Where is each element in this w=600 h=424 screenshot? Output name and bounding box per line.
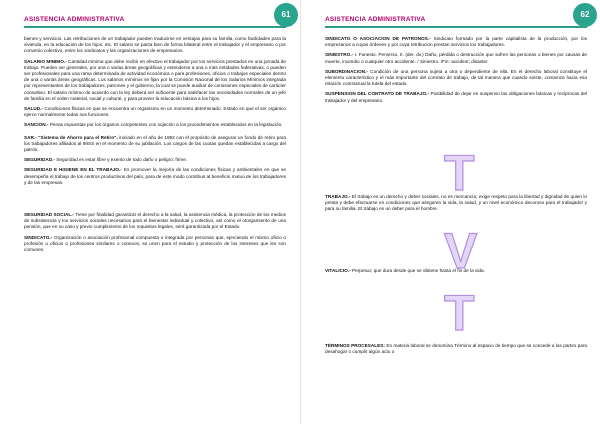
entry-term: SANCION.-: [24, 122, 49, 128]
entry-text: Organización o asociación profesional compuesta o integrada por personas que, ejerciendo el mismo oficio o profesión u oficios o profesiones similares o conexos, se unen para el estudio y protección de los intereses que les son comunes.: [24, 234, 286, 253]
entry-term: SALUD.-: [24, 106, 44, 112]
glossary-entry: [24, 235, 286, 254]
entry-term: SALARIO MINIMO.-: [24, 58, 67, 64]
entry-term: SEGURIDAD SOCIAL.-: [24, 212, 75, 218]
glossary-entry: [24, 157, 286, 163]
page-62: [300, 0, 600, 424]
entry-term: SAR.- "Sistema de Ahorro para el Retiro",: [24, 134, 118, 140]
entry-text: Posibilidad de dejar en suspenso las obligaciones básicas y recíprocas del trabajador y del empresario.: [325, 91, 587, 103]
glossary-entry: [24, 122, 286, 128]
section-letter-v: V: [444, 223, 478, 279]
page-header: [325, 4, 587, 34]
entry-term: SINDICATO.-: [24, 234, 53, 240]
entry-text: Condiciones físicas en que se encuentra un organismo en un momento determinado. Estado en que el ser orgánico ejerce normalmente todas sus funciones.: [24, 106, 286, 118]
entry-term: SINDICATO O ASOCIACION DE PATRONOS.-: [325, 36, 431, 41]
glossary-entry: [24, 135, 286, 154]
page-body-v: [325, 268, 587, 278]
glossary-entry: [325, 194, 587, 213]
glossary-entry: [325, 69, 587, 88]
glossary-entry: [24, 212, 286, 231]
page-number-badge: 61: [274, 3, 298, 27]
section-letter-t: T: [444, 145, 475, 201]
header-rule: [24, 26, 286, 28]
entry-text: bienes y servicios. Las retribuciones de un trabajador pueden traducirse en ventajas para su familia, como facilidades para la vivienda, en la educación de los hijos, etc. El salario se pacta bien de forma bilateral entre el trabajador y el empresario o por convenio colectivo, entre los sindicatos y las organizaciones de empresarios.: [24, 36, 286, 54]
entry-text: I. Funesto. Perverso. II. (der. dv.) Daño, pérdida o destrucción que sufren las personas o bienes por causas de muerte, incendio o cualquier otro accidente. / Siniestro. /Fin: accident; disaster.: [325, 52, 587, 64]
entry-term: TRABAJO.-: [325, 194, 351, 199]
entry-text: Seguridad es estar libre y exento de todo daño o peligro; firme.: [55, 157, 188, 163]
page-body: [325, 36, 587, 108]
entry-text: Condición de una persona sujeta a otra o dependiente de ella. En el derecho laboral constituye el elemento característico y el más importante del contrato de trabajo, de tal manera que cuando existe, comienza hacia esa relación contractual la tutela del estado.: [325, 68, 587, 87]
entry-text: Tiene por finalidad garantizar el derecho a la salud, la asistencia médica, la protección de los medios de subsistencia y los servicios sociales necesarios para el bienestar individual y colectivo, así como el otorgamiento de una pensión, que en su caso y previo cumplimiento de los requisitos legales, será garantizada por el Estado.: [24, 212, 286, 230]
page-body: [24, 36, 286, 257]
page-body-terms: [325, 343, 587, 359]
section-letter-t-2: T: [444, 285, 475, 341]
page-body-t: [325, 194, 587, 217]
glossary-entry: [24, 36, 286, 55]
header-title: ASISTENCIA ADMINISTRATIVA: [325, 16, 426, 23]
page-header: [24, 4, 286, 34]
glossary-entry: [24, 167, 286, 186]
glossary-entry: [24, 59, 286, 102]
page-number-badge: 62: [573, 3, 597, 27]
entry-term: TÉRMINOS PROCESALES:: [325, 343, 385, 348]
glossary-entry: [24, 106, 286, 118]
glossary-entry: [325, 91, 587, 103]
entry-text: El trabajo es un derecho y deber sociales, no es mercancía; exige respeto para la libertad y dignidad de quien lo presta y debe efectuarse en condiciones que aseguren la vida, la salud, y un nivel económico decoroso para el trabajador y para su familia. El trabajo es un deber para el hombre.: [325, 194, 587, 212]
entry-text: iniciado en el año de 1992 con el propósito de asegurar un fondo de retiro para los trabajadores afiliados al IMSS en el momento de su jubilación. Los cargos de las cuotas quedan establecidas a cargo del patrón.: [24, 134, 287, 153]
entry-text: Sindicato formado por la parte capitalista de la producción, por los empresarios a cuyas órdenes y por cuya retribución prestan servicios los trabajadores.: [325, 36, 587, 48]
entry-text: En materia laboral se denomina Término al espacio de tiempo que se concede a las partes para desahogar o cumplir algún acto o: [325, 343, 588, 355]
header-rule: [325, 26, 587, 28]
glossary-entry: [325, 343, 587, 355]
entry-term: VITALICIO.-: [325, 268, 351, 273]
header-title: ASISTENCIA ADMINISTRATIVA: [24, 16, 125, 23]
glossary-entry: [325, 268, 587, 274]
entry-text: Es promover la mejoría de las condiciones físicas y ambientales en que se desempeña el trabajo de los centros productivos del país, para de este modo contribuir al beneficio mutuo de los trabajadores y de las empresas.: [24, 167, 286, 185]
glossary-entry: [325, 52, 587, 64]
entry-term: SINIESTRO.-: [325, 52, 354, 58]
entry-term: SUBORDINACION.-: [325, 68, 368, 74]
entry-text: Penas impuestas por los órganos competentes con sujeción a los procedimientos establecidos en la legislación.: [48, 122, 283, 128]
entry-term: SUSPENSION DEL CONTRATO DE TRABAJO.-: [325, 91, 429, 97]
entry-text: Cantidad mínima que debe recibir en efectivo el trabajador por los servicios prestados en una jornada de trabajo. Pueden ser generales, por una o varias áreas geográficas y extenderse a una o más entidades federativas, o pueden ser profesionales para una rama determinada de actividad económica o para profesiones, oficios o trabajos especiales dentro de una o varias áreas geográficas. Los salarios mínimos se fijan por la Comisión Nacional de los Salarios Mínimos integrada por representantes de los trabajadores, patrones y el gobierno, la cual se puede auxiliar de comisiones especiales de carácter consultivo. El salario mínimo de acuerdo con la ley deberá ser suficiente para satisfacer las necesidades normales de un jefe de familia en el orden material, social y cultural, y para proveer la educación básica a los hijos.: [24, 58, 286, 101]
entry-term: SEGURIDAD.-: [24, 157, 55, 163]
entry-term: SEGURIDAD E HIGIENE EN EL TRABAJO.-: [24, 167, 122, 173]
entry-text: Perpetuo; que dura desde que se obtiene hasta el fin de la vida.: [350, 268, 485, 273]
glossary-entry: [325, 36, 587, 48]
